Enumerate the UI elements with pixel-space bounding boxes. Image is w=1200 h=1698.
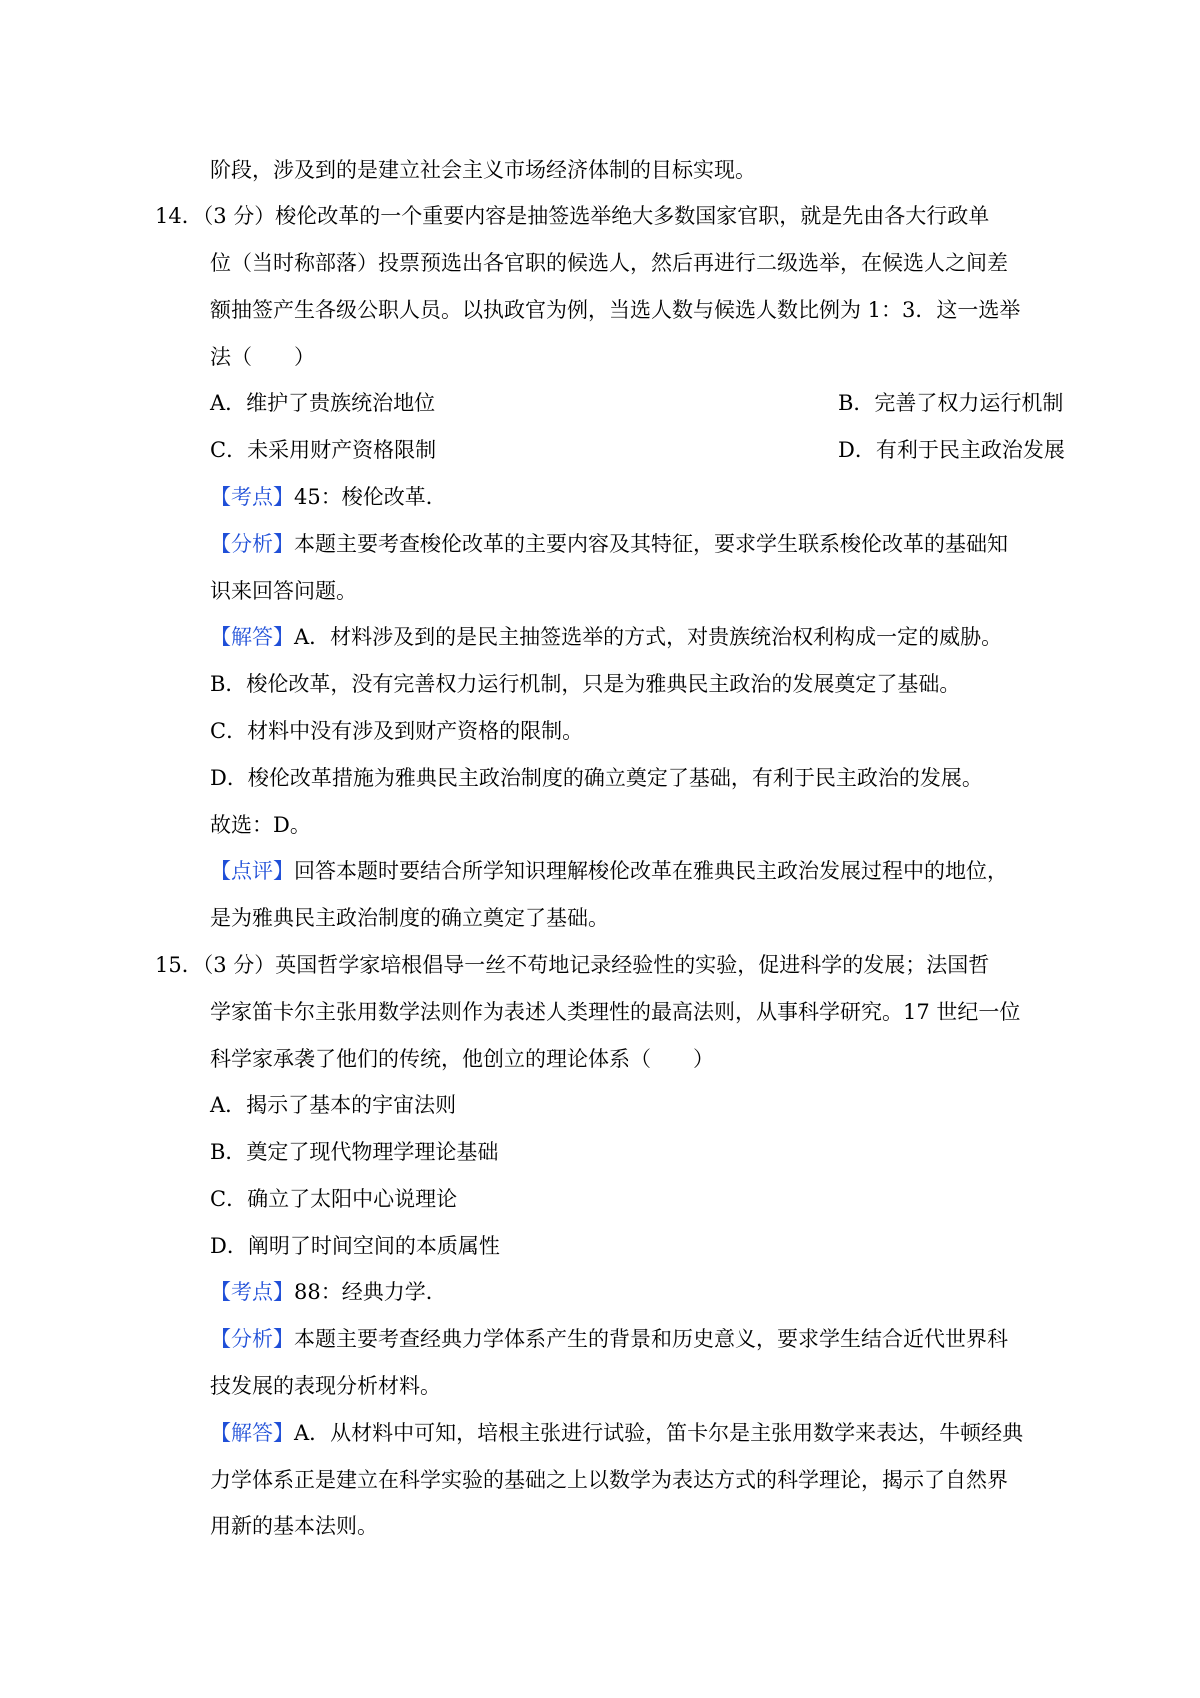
q14-fenxi — [210, 530, 1008, 558]
q14-jieda — [210, 623, 1002, 651]
q15-jieda-text-3: 用新的基本法则。 — [210, 1514, 378, 1538]
kaodian-tag: 【考点】 — [210, 1280, 294, 1304]
q14-kaodian-text: 45：梭伦改革． — [294, 485, 447, 509]
q15-fenxi-text-2: 技发展的表现分析材料。 — [210, 1374, 441, 1398]
dianping-tag: 【点评】 — [210, 859, 294, 883]
q14-jieda-text-1: A．材料涉及到的是民主抽签选举的方式，对贵族统治权利构成一定的威胁。 — [294, 625, 1003, 649]
q14-fenxi-text-1: 本题主要考查梭伦改革的主要内容及其特征，要求学生联系梭伦改革的基础知 — [294, 532, 1008, 556]
q15-kaodian — [210, 1278, 447, 1306]
q14-option-b: B．完善了权力运行机制 — [838, 391, 1064, 415]
q14-stem-line-4: 法（ ） — [210, 345, 315, 369]
q14-option-d: D．有利于民主政治发展 — [838, 438, 1065, 462]
q14-dianping-text-1: 回答本题时要结合所学知识理解梭伦改革在雅典民主政治发展过程中的地位， — [294, 859, 1008, 883]
q14-jieda-text-4: D．梭伦改革措施为雅典民主政治制度的确立奠定了基础，有利于民主政治的发展。 — [210, 766, 983, 790]
q15-option-b: B．奠定了现代物理学理论基础 — [210, 1140, 499, 1164]
previous-answer-tail: 阶段，涉及到的是建立社会主义市场经济体制的目标实现。 — [210, 158, 756, 182]
q15-jieda — [210, 1419, 1023, 1447]
q15-stem-line-3: 科学家承袭了他们的传统，他创立的理论体系（ ） — [210, 1047, 714, 1071]
q15-option-d: D．阐明了时间空间的本质属性 — [210, 1234, 500, 1258]
jieda-tag: 【解答】 — [210, 625, 294, 649]
q15-kaodian-text: 88：经典力学． — [294, 1280, 447, 1304]
q15-stem-line-2: 学家笛卡尔主张用数学法则作为表述人类理性的最高法则，从事科学研究。17 世纪一位 — [210, 1000, 1021, 1024]
q14-option-c: C．未采用财产资格限制 — [210, 438, 437, 462]
q15-fenxi-text-1: 本题主要考查经典力学体系产生的背景和历史意义，要求学生结合近代世界科 — [294, 1327, 1008, 1351]
q14-kaodian — [210, 483, 447, 511]
q15-jieda-text-1: A．从材料中可知，培根主张进行试验，笛卡尔是主张用数学来表达，牛顿经典 — [294, 1421, 1024, 1445]
q15-option-c: C．确立了太阳中心说理论 — [210, 1187, 458, 1211]
fenxi-tag: 【分析】 — [210, 532, 294, 556]
q14-stem-line-2: 位（当时称部落）投票预选出各官职的候选人，然后再进行二级选举，在候选人之间差 — [210, 251, 1008, 275]
q14-jieda-text-3: C．材料中没有涉及到财产资格的限制。 — [210, 719, 584, 743]
q15-option-a: A．揭示了基本的宇宙法则 — [210, 1093, 457, 1117]
q14-fenxi-text-2: 识来回答问题。 — [210, 579, 357, 603]
q14-dianping-text-2: 是为雅典民主政治制度的确立奠定了基础。 — [210, 906, 609, 930]
fenxi-tag: 【分析】 — [210, 1327, 294, 1351]
q15-fenxi — [210, 1325, 1008, 1353]
q14-dianping — [210, 857, 1008, 885]
q14-options-row-2 — [210, 436, 1065, 464]
q14-stem-line-1: 14．（3 分）梭伦改革的一个重要内容是抽签选举绝大多数国家官职，就是先由各大行政单 — [155, 204, 990, 228]
q14-answer: 故选：D。 — [210, 813, 311, 837]
q14-stem-line-3: 额抽签产生各级公职人员。以执政官为例，当选人数与候选人数比例为 1：3．这一选举 — [210, 298, 1021, 322]
q14-jieda-text-2: B．梭伦改革，没有完善权力运行机制，只是为雅典民主政治的发展奠定了基础。 — [210, 672, 961, 696]
q15-jieda-text-2: 力学体系正是建立在科学实验的基础之上以数学为表达方式的科学理论，揭示了自然界 — [210, 1468, 1008, 1492]
kaodian-tag: 【考点】 — [210, 485, 294, 509]
jieda-tag: 【解答】 — [210, 1421, 294, 1445]
q14-option-a: A．维护了贵族统治地位 — [210, 391, 436, 415]
q15-stem-line-1: 15．（3 分）英国哲学家培根倡导一丝不苟地记录经验性的实验，促进科学的发展；法国哲 — [155, 953, 990, 977]
q14-options-row-1 — [210, 389, 1064, 417]
